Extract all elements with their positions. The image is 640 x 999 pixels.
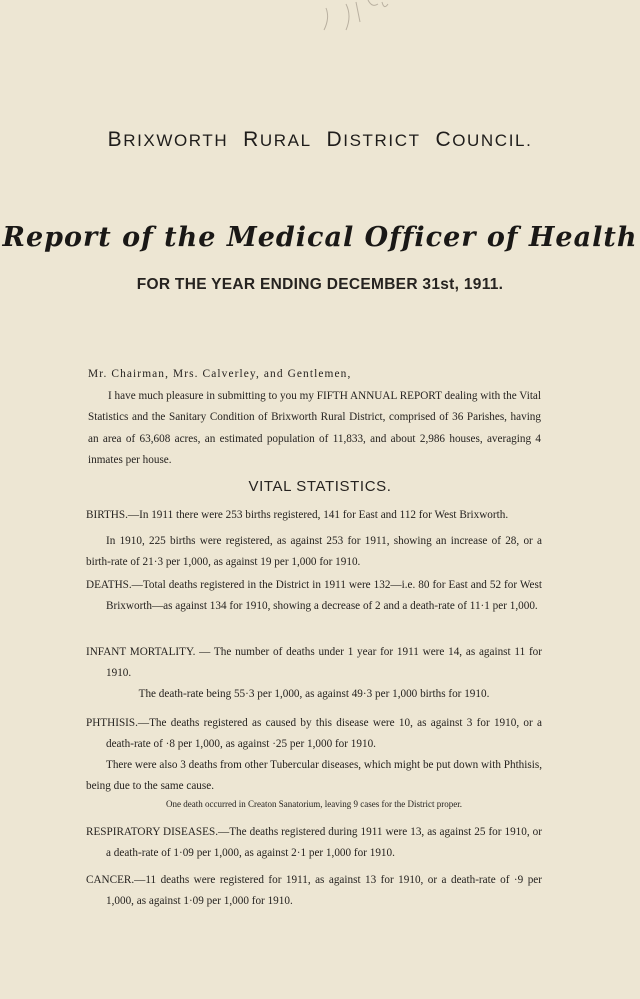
pencil-mark-icon xyxy=(316,0,416,40)
intro-paragraph: I have much pleasure in submitting to you my FIFTH ANNUAL REPORT dealing with the Vital Statistics and the Sanitary Condition of Brixworth Rural District, comprised of 36 Parishes, having an area of 63,608 acres, an estimated population of 11,833, and about 2,986 houses, averaging 4 inmates per house. xyxy=(88,390,541,466)
phthisis-paragraph: PHTHISIS.—The deaths registered as caused by this disease were 10, as against 3 for 1910, or a death-rate of ·8 per 1,000, as against ·25 per 1,000 for 1910. xyxy=(86,717,542,750)
deaths-paragraph: DEATHS.—Total deaths registered in the District in 1911 were 132—i.e. 80 for East and 52 for West Brixworth—as against 134 for 1910, showing a decrease of 2 and a death-rate of 11·1 per 1,000. xyxy=(86,579,542,612)
cancer-paragraph: CANCER.—11 deaths were registered for 1911, as against 13 for 1910, or a death-rate of ·9 per 1,000, as against 1·09 per 1,000 for 1910. xyxy=(86,874,542,907)
infant-death-rate-paragraph: The death-rate being 55·3 per 1,000, as against 49·3 per 1,000 births for 1910. xyxy=(138,688,490,700)
year-line: FOR THE YEAR ENDING DECEMBER 31st, 1911. xyxy=(136,276,504,293)
salutation: Mr. Chairman, Mrs. Calverley, and Gentlemen, xyxy=(88,368,352,380)
council-heading: BRIXWORTH RURAL DISTRICT COUNCIL. xyxy=(107,128,533,151)
sanatorium-note: One death occurred in Creaton Sanatorium, leaving 9 cases for the District proper. xyxy=(166,799,462,809)
report-title: Report of the Medical Officer of Health xyxy=(2,222,638,253)
infant-mortality-paragraph: INFANT MORTALITY. — The number of deaths under 1 year for 1911 were 14, as against 11 for 1910. xyxy=(86,646,542,679)
tubercular-paragraph: There were also 3 deaths from other Tubercular diseases, which might be put down with Phthisis, being due to the same cause. xyxy=(86,759,542,792)
vital-statistics-heading: VITAL STATISTICS. xyxy=(248,478,392,495)
births-comparison-paragraph: In 1910, 225 births were registered, as against 253 for 1911, showing an increase of 28, or a birth-rate of 21·3 per 1,000, as against 19 per 1,000 for 1910. xyxy=(86,535,542,568)
births-paragraph: BIRTHS.—In 1911 there were 253 births registered, 141 for East and 112 for West Brixworth. xyxy=(86,509,509,521)
respiratory-paragraph: RESPIRATORY DISEASES.—The deaths registered during 1911 were 13, as against 25 for 1910, or a death-rate of 1·09 per 1,000, as against 2·1 per 1,000 for 1910. xyxy=(86,826,542,859)
